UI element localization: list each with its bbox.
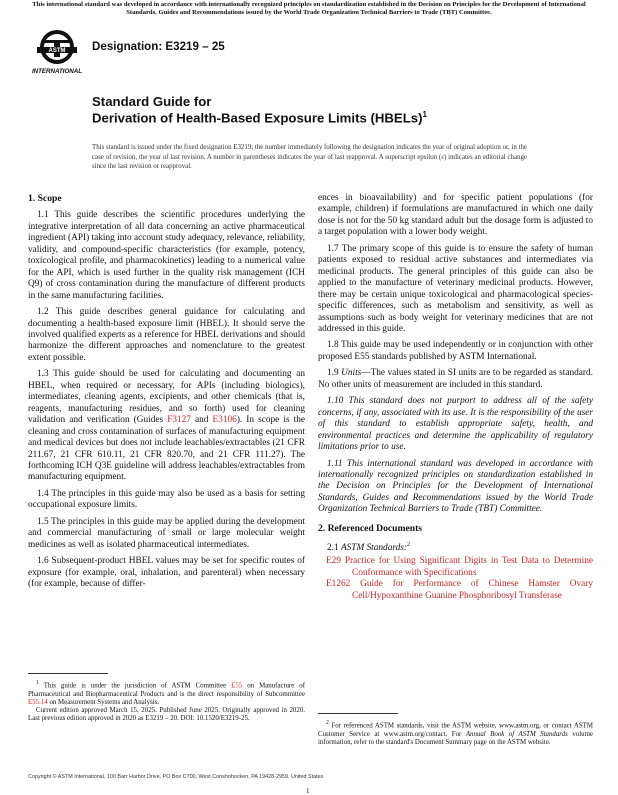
paragraph-2-1-text: ASTM Standards: bbox=[340, 543, 407, 554]
title-line-1: Standard Guide for bbox=[92, 94, 212, 109]
paragraph-1-3 bbox=[28, 369, 305, 484]
abstract-note: This standard is issued under the fixed designation E3219; the number immediately following the designation indicates the year of original adoption or, in the case of revision, the year of last revision. A number in parentheses indicates the year of last reapproval. A superscript epsilon (ε) indicates an editorial change since the last revision or reapproval. bbox=[92, 144, 527, 171]
referenced-standards-list bbox=[318, 556, 593, 603]
paragraph-1-6-continued: ences in bioavailability) and for specific patient populations (for example, children) if formulations are manufactured in which one daily dose is not for the 50 kg standard adult but the dosage form is adjusted to a target population with a lower body weight. bbox=[318, 193, 593, 238]
paragraph-1-5: 1.5 The principles in this guide may be applied during the development and commercial manufacturing of small or large molecular weight medicines as well as isolated pharmaceutical intermediates. bbox=[28, 516, 305, 550]
title-text: Derivation of Health-Based Exposure Limits (HBELs) bbox=[92, 110, 423, 126]
footnote-2-text-b: volume information, refer to the standard's Document Summary page on the ASTM website. bbox=[318, 730, 593, 746]
section-heading-referenced-documents: 2. Referenced Documents bbox=[318, 522, 422, 534]
link-f3127[interactable]: F3127 bbox=[167, 415, 191, 426]
footnote-1-text-a: This guide is under the jurisdiction of ASTM Committee bbox=[38, 682, 232, 690]
paragraph-1-9-label: 1.9 bbox=[327, 368, 342, 379]
ref-e29-link[interactable]: E29 Practice for Using Significant Digits in Test Data to Determine Conformance with Specifications bbox=[326, 555, 593, 578]
title-line-2 bbox=[92, 110, 427, 125]
footnote-1-para-d: Current edition approved March 15, 2025. Published June 2025. Originally approved in 2020. Last previous edition approved in 2020 as E3219 – 20. DOI: 10.1520/E3219-25. bbox=[28, 706, 305, 723]
right-column bbox=[318, 193, 593, 603]
paragraph-1-3-text-a: 1.3 This guide should be used for calculating and documenting an HBEL, when required or necessary, for APIs (including biologics), intermediates, cleaning agents, excipients, and other chemicals (that is, reagents, manufacturing residues, and so forth) used for cleaning validation and verification (Guides bbox=[28, 369, 305, 426]
section-heading-scope: 1. Scope bbox=[28, 193, 62, 204]
footnote-2-para bbox=[318, 719, 593, 747]
footnote-1-text-c: on Measurement Systems and Analysis. bbox=[47, 698, 160, 706]
link-subcommittee-e55-14[interactable]: E55.14 bbox=[28, 698, 48, 706]
footnote-2-text-a: For referenced ASTM standards, visit the ASTM website, www.astm.org, or contact ASTM Customer Service at www.astm.org/contact. For bbox=[318, 722, 593, 738]
paragraph-1-8: 1.8 This guide may be used independently or in conjunction with other proposed E55 standards published by ASTM International. bbox=[318, 340, 593, 362]
link-committee-e55[interactable]: E55 bbox=[231, 682, 243, 690]
paragraph-1-11: 1.11 This international standard was developed in accordance with internationally recognized principles on standardization established in the Decision on Principles for the Development of International Standards, Guides and Recommendations issued by the World Trade Organization Technical Barriers to Trade (TBT) Committee. bbox=[318, 458, 593, 515]
logo-brand-text: ASTM bbox=[48, 48, 66, 54]
footnote-2 bbox=[318, 713, 593, 747]
paragraph-2-1-label: 2.1 bbox=[327, 543, 341, 554]
standards-notice: This international standard was developed in accordance with internationally recognized principles on standardization established in the Decision on Principles for the Development of International Standards, Guides and Recommendations issued by the World Trade Organization Technical Barriers to Trade (TBT) Committee. bbox=[32, 1, 586, 17]
ref-e1262-link[interactable]: E1262 Guide for Performance of Chinese Hamster Ovary Cell/Hypoxanthine Guanine Phosphoribosyl Transferase bbox=[326, 579, 593, 602]
paragraph-2-1-sup: 2 bbox=[406, 542, 410, 549]
footnote-1-mark: 1 bbox=[36, 680, 39, 686]
paragraph-1-6: 1.6 Subsequent-product HBEL values may be set for specific routes of exposure (for example, oral, inhalation, and parenteral) when necessary (for example, because of differ- bbox=[28, 556, 305, 590]
page-number: 1 bbox=[306, 787, 310, 795]
astm-logo-icon bbox=[31, 27, 83, 77]
paragraph-1-9 bbox=[318, 368, 593, 391]
footnote-2-mark: 2 bbox=[326, 720, 329, 726]
copyright-line: Copyright © ASTM International, 100 Barr Harbor Drive, PO Box C700, West Conshohocken, PA 19428-2959. United States bbox=[28, 774, 324, 780]
paragraph-1-3-text-b: ). In scope is the cleaning and cross contamination of surfaces of manufacturing equipment and medical devices but does not include leachables/extractables (21 CFR 211.67, 21 CFR 610.11, 21 CFR 820.70, and 21 CFR 111.27). The forthcoming ICH Q3E guideline will address leachables/extractables from manufacturing equipment. bbox=[28, 415, 305, 483]
paragraph-2-1 bbox=[318, 540, 593, 555]
paragraph-1-7: 1.7 The primary scope of this guide is to ensure the safety of human patients exposed to residual active substances and intermediates via medicinal products. The general principles of this guide can also be applied to the manufacture of veterinary medicinal products. However, there may be certain unique toxicological and pharmacological species-specific differences, such as metabolism and sensitivity, as well as assumptions such as body weight for veterinary medicines that are not addressed in this guide. bbox=[318, 243, 593, 334]
logo-tag-text: INTERNATIONAL bbox=[31, 68, 83, 75]
link-e3106[interactable]: E3106 bbox=[212, 415, 237, 426]
designation: Designation: E3219 – 25 bbox=[92, 40, 225, 53]
footnote-1 bbox=[28, 673, 305, 723]
paragraph-1-1: 1.1 This guide describes the scientific procedures underlying the integrative interpretation of all data concerning an active pharmaceutical ingredient (API) taking into account study adequacy, relevance, reliability, validity, and compound-specific characteristics (for example, potency, toxicological profile, and pharmacokinetics) leading to a numerical value for the API, which is used further in the quality risk management (ICH Q9) of cross contamination during the manufacture of different products in the same manufacturing facilities. bbox=[28, 210, 305, 301]
footnote-rule bbox=[28, 673, 108, 674]
astm-logo bbox=[31, 27, 83, 77]
paragraph-1-2: 1.2 This guide describes general guidance for calculating and documenting a health-based exposure limit (HBEL). It should serve the involved qualified experts as a reference for HBEL derivations and should harmonize the different approaches and nomenclature to the greatest extent possible. bbox=[28, 307, 305, 363]
title-footnote-mark: 1 bbox=[422, 110, 427, 119]
footnote-2-italic: Annual Book of ASTM Standards bbox=[465, 730, 568, 738]
footnote-2-rule bbox=[318, 713, 398, 714]
left-column bbox=[28, 193, 305, 596]
paragraph-1-4: 1.4 The principles in this guide may also be used as a basis for setting occupational exposure limits. bbox=[28, 488, 305, 511]
footnote-1-para-a bbox=[28, 679, 305, 707]
paragraph-1-3-and: and bbox=[190, 415, 213, 426]
paragraph-1-9-text: —The values stated in SI units are to be regarded as standard. No other units of measurement are included in this standard. bbox=[318, 368, 593, 390]
footnote-1-text-b: on Manufacture of Pharmaceutical and Biopharmaceutical Products and is the direct responsibility of Subcommittee bbox=[28, 682, 305, 698]
paragraph-1-10: 1.10 This standard does not purport to address all of the safety concerns, if any, associated with its use. It is the responsibility of the user of this standard to establish appropriate safety, health, and environmental practices and determine the applicability of regulatory limitations prior to use. bbox=[318, 396, 593, 453]
paragraph-1-9-units: Units bbox=[341, 368, 362, 379]
